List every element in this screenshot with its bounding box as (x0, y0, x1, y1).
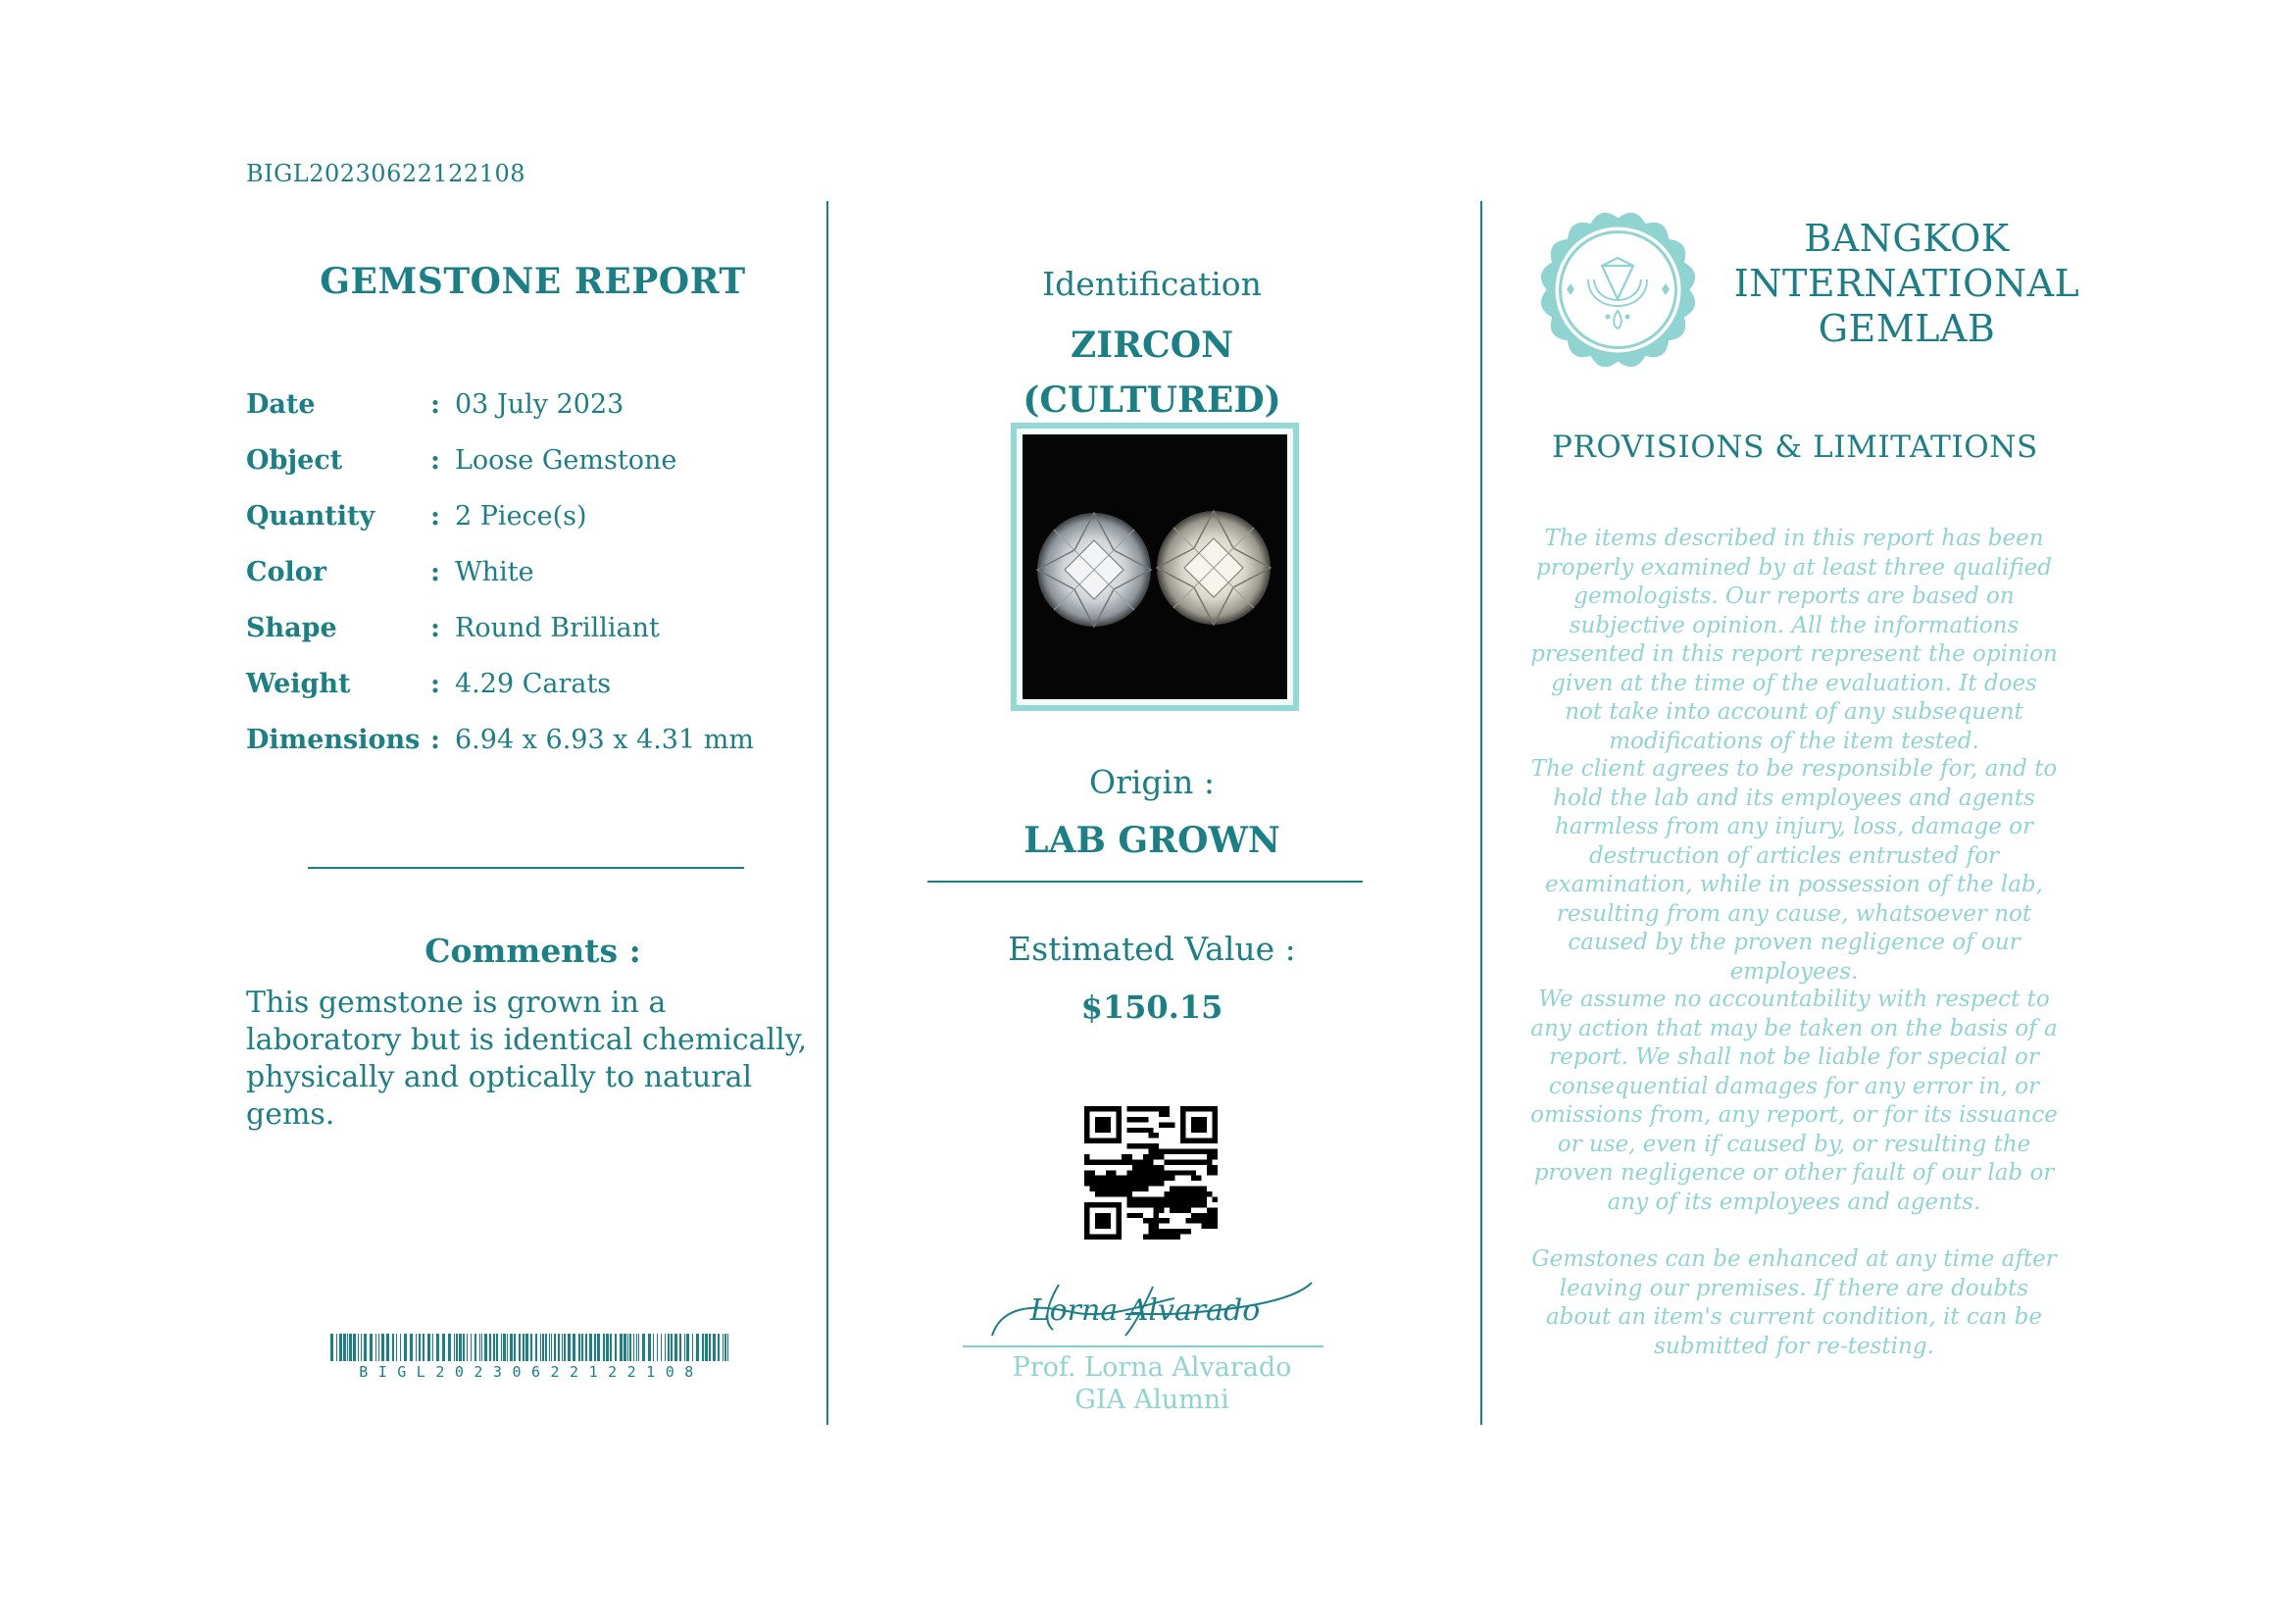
spec-value: 4.29 Carats (455, 669, 612, 699)
spec-row-weight (246, 656, 815, 712)
identification-value (882, 318, 1422, 428)
qr-code-icon (1084, 1106, 1218, 1240)
identification-line-1: ZIRCON (1071, 325, 1233, 366)
gemstone-image (1023, 434, 1287, 699)
spec-row-object (246, 432, 815, 488)
provisions-title: PROVISIONS & LIMITATIONS (1552, 430, 2038, 465)
spec-colon: : (430, 725, 440, 755)
report-id: BIGL20230622122108 (246, 160, 525, 187)
barcode (330, 1334, 732, 1381)
comments-text: This gemstone is grown in a laboratory but is identical chemically, physically and optically to natural gems. (246, 986, 808, 1132)
spec-colon: : (430, 445, 440, 476)
spec-colon: : (430, 389, 440, 420)
identification-line-2: (CULTURED) (1023, 380, 1281, 421)
lab-name-line-3: GEMLAB (1818, 307, 1996, 350)
provisions-paragraph-1: The items described in this report has been properly examined by at least three qualified gemologists. Our reports are based on subjective opinion. All the informations presented in this report represent the opinion given at the time of the evaluation. It does not take into account of any subsequent modifications of the item tested. (1530, 526, 2058, 754)
spec-label: Quantity (246, 501, 375, 532)
signature-line (963, 1345, 1323, 1347)
lab-seal-logo (1537, 209, 1699, 371)
spec-row-date (246, 377, 815, 432)
spec-value: Loose Gemstone (455, 445, 677, 476)
lab-name-line-1: BANGKOK (1804, 217, 2010, 260)
spec-label: Weight (246, 669, 351, 699)
origin-value: LAB GROWN (1023, 820, 1280, 861)
barcode-text: BIGL20230622122108 (359, 1363, 704, 1381)
estimated-value-label: Estimated Value : (1008, 930, 1296, 968)
spec-row-shape (246, 600, 815, 656)
spec-value: 2 Piece(s) (455, 501, 587, 532)
spec-colon: : (430, 613, 440, 643)
comments-title: Comments : (424, 932, 641, 970)
spec-label: Date (246, 389, 316, 420)
barcode-bars (330, 1334, 732, 1361)
spec-row-color (246, 544, 815, 600)
spec-value: Round Brilliant (455, 613, 660, 643)
spec-colon: : (430, 669, 440, 699)
origin-label: Origin : (1089, 763, 1215, 801)
signer-title: GIA Alumni (1074, 1385, 1229, 1415)
column-divider-right (1480, 201, 1482, 1425)
signer-name: Prof. Lorna Alvarado (1012, 1352, 1292, 1383)
spec-row-dimensions (246, 712, 815, 768)
provisions-paragraph-4: Gemstones can be enhanced at any time after leaving our premises. If there are doubts about an item's current condition, it can be submitted for re-testing. (1531, 1246, 2057, 1359)
gemstone-photo (1011, 423, 1299, 711)
spec-colon: : (430, 501, 440, 532)
column-divider-left (826, 201, 828, 1425)
signature-script: Lorna Alvarado (1029, 1293, 1261, 1328)
spec-table (246, 377, 815, 768)
divider-line (308, 867, 744, 869)
signer-block (882, 1351, 1422, 1416)
report-title: GEMSTONE REPORT (320, 261, 746, 302)
provisions-paragraph-3: We assume no accountability with respect to any action that may be taken on the basis of a report. We shall not be liable for special or consequential damages for any error in, or omissions from, any report, or for its issuance or use, even if caused by, or resulting the proven negligence or other fault of our lab or any of its employees and agents. (1530, 987, 2058, 1215)
spec-value: 03 July 2023 (455, 389, 624, 420)
spec-label: Dimensions (246, 725, 421, 755)
spec-row-quantity (246, 488, 815, 544)
spec-label: Object (246, 445, 343, 476)
provisions-paragraph-2: The client agrees to be responsible for, and to hold the lab and its employees and agents harmless from any injury, loss, damage or destruction of articles entrusted for examination, while in possession of the lab, resulting from any cause, whatsoever not caused by the proven negligence of our employees. (1530, 756, 2058, 985)
spec-label: Color (246, 557, 326, 587)
divider-line (927, 881, 1363, 883)
lab-name-line-2: INTERNATIONAL (1733, 262, 2080, 305)
spec-value: White (455, 557, 534, 587)
signature-image (978, 1275, 1322, 1343)
spec-value: 6.94 x 6.93 x 4.31 mm (455, 725, 754, 755)
spec-colon: : (430, 557, 440, 587)
identification-label: Identification (1042, 265, 1262, 303)
spec-label: Shape (246, 613, 337, 643)
estimated-value-amount: $150.15 (1080, 988, 1223, 1026)
lab-name (1725, 216, 2088, 351)
